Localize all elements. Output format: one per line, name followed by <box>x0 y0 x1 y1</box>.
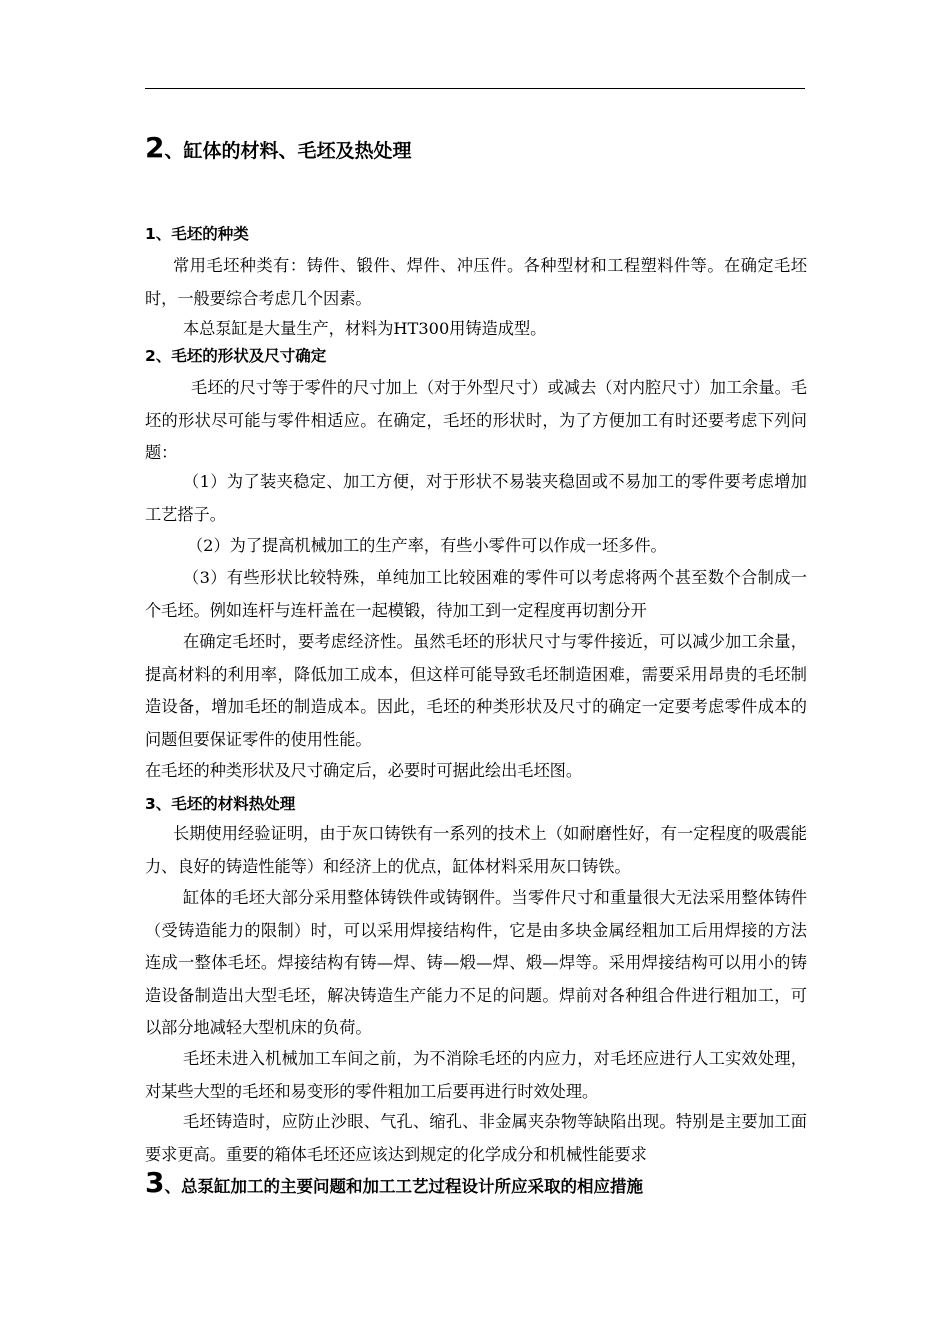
section-3-title: 3、毛坯的材料热处理 <box>145 795 296 813</box>
next-heading-number: 3 <box>145 1166 165 1199</box>
main-heading-number: 2 <box>145 131 165 164</box>
section-1-title: 1、毛坯的种类 <box>145 225 249 243</box>
section-1-paragraph-1: 常用毛坯种类有：铸件、锻件、焊件、冲压件。各种型材和工程塑料件等。在确定毛坯时，一般要综合考虑几个因素。 <box>145 256 807 308</box>
main-heading-text: 、缸体的材料、毛坯及热处理 <box>164 140 412 162</box>
header-rule <box>145 88 805 89</box>
section-3-paragraph-1: 长期使用经验证明，由于灰口铸铁有一系列的技术上（如耐磨性好，有一定程度的吸震能力、良好的铸造性能等）和经济上的优点，缸体材料采用灰口铸铁。 <box>145 824 807 876</box>
main-heading <box>145 131 412 164</box>
next-heading-text: 、总泵缸加工的主要问题和加工工艺过程设计所应采取的相应措施 <box>164 1177 643 1196</box>
section-2-paragraph-2: （1）为了装夹稳定、加工方便，对于形状不易装夹稳固或不易加工的零件要考虑增加工艺搭子。 <box>145 472 807 524</box>
section-3-paragraph-3: 毛坯未进入机械加工车间之前，为不消除毛坯的内应力，对毛坯应进行人工实效处理，对某些大型的毛坯和易变形的零件粗加工后要再进行时效处理。 <box>145 1049 807 1101</box>
section-3-paragraph-2: 缸体的毛坯大部分采用整体铸铁件或铸钢件。当零件尺寸和重量很大无法采用整体铸件（受铸造能力的限制）时，可以采用焊接结构件，它是由多块金属经粗加工后用焊接的方法连成一整体毛坯。焊接结构有铸—焊、铸—煅—焊、煅—焊等。采用焊接结构可以用小的铸造设备制造出大型毛坯，解决铸造生产能力不足的问题。焊前对各种组合件进行粗加工，可以部分地减轻大型机床的负荷。 <box>145 888 807 1037</box>
section-2-paragraph-4: （3）有些形状比较特殊，单纯加工比较困难的零件可以考虑将两个甚至数个合制成一个毛坯。例如连杆与连杆盖在一起模锻，待加工到一定程度再切割分开 <box>145 568 807 620</box>
section-3-paragraph-4: 毛坯铸造时，应防止沙眼、气孔、缩孔、非金属夹杂物等缺陷出现。特别是主要加工面要求更高。重要的箱体毛坯还应该达到规定的化学成分和机械性能要求 <box>145 1112 807 1164</box>
section-2-paragraph-5: 在确定毛坯时，要考虑经济性。虽然毛坯的形状尺寸与零件接近，可以减少加工余量，提高材料的利用率，降低加工成本，但这样可能导致毛坯制造困难，需要采用昂贵的毛坯制造设备，增加毛坯的制造成本。因此，毛坯的种类形状及尺寸的确定一定要考虑零件成本的问题但要保证零件的使用性能。 <box>145 632 807 749</box>
section-2-paragraph-3: （2）为了提高机械加工的生产率，有些小零件可以作成一坯多件。 <box>187 536 667 555</box>
section-2-paragraph-1: 毛坯的尺寸等于零件的尺寸加上（对于外型尺寸）或减去（对内腔尺寸）加工余量。毛坯的形状尽可能与零件相适应。在确定，毛坯的形状时，为了方便加工有时还要考虑下列问题： <box>145 378 807 462</box>
next-heading <box>145 1166 643 1199</box>
section-2-title: 2、毛坯的形状及尺寸确定 <box>145 347 327 365</box>
section-2-paragraph-6: 在毛坯的种类形状及尺寸确定后，必要时可据此绘出毛坯图。 <box>145 761 583 780</box>
section-1-paragraph-2: 本总泵缸是大量生产，材料为HT300用铸造成型。 <box>183 319 547 338</box>
